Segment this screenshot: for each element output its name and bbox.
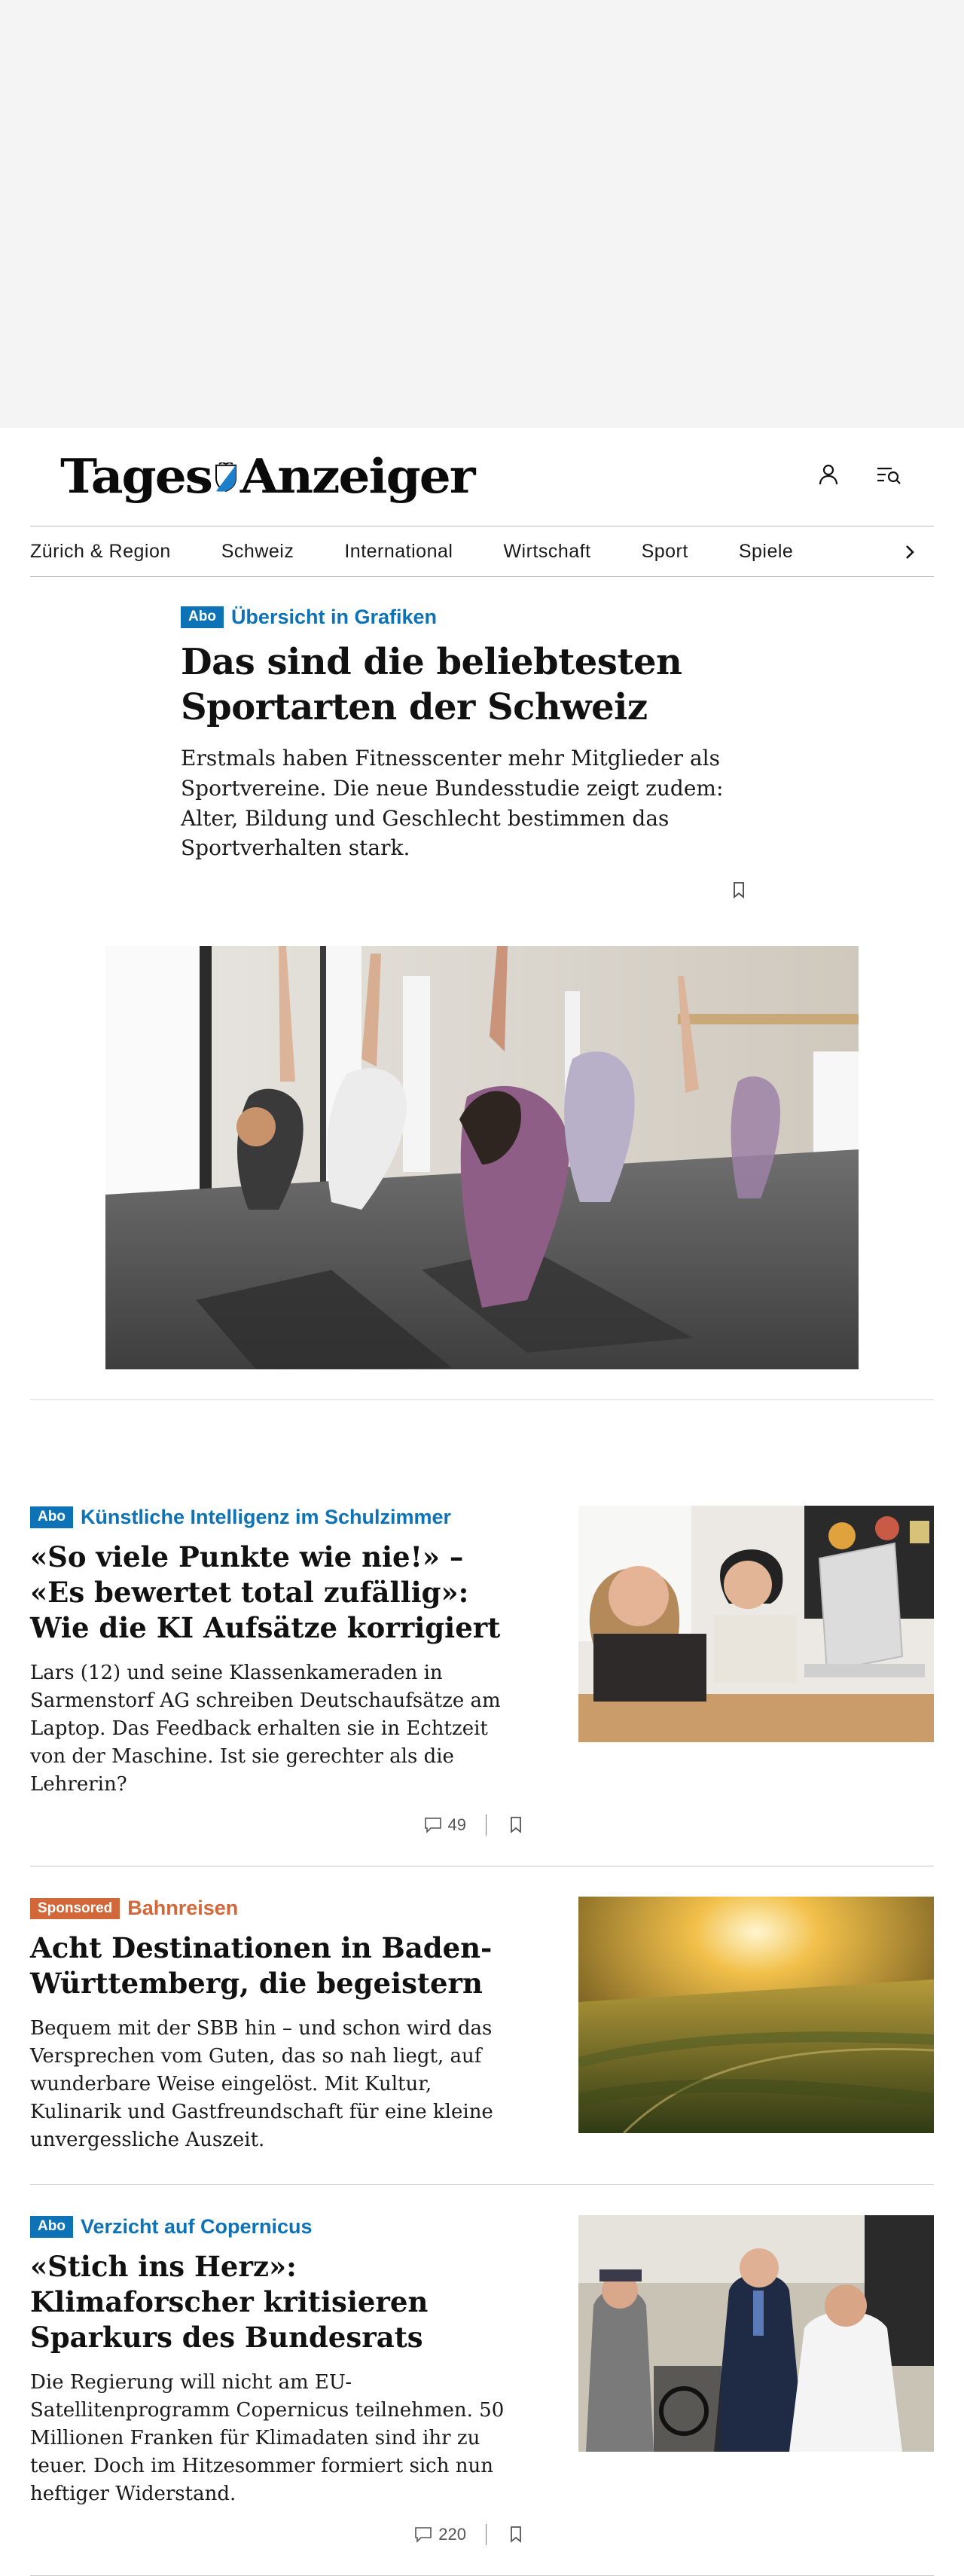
bookmark-icon[interactable]	[732, 881, 746, 899]
chevron-right-icon[interactable]	[899, 542, 920, 563]
user-icon	[816, 462, 840, 487]
bookmark-icon	[509, 1816, 523, 1834]
abo-badge: Abo	[30, 1506, 73, 1528]
comment-icon	[414, 2526, 432, 2543]
teaser-kicker-text: Künstliche Intelligenz im Schulzimmer	[80, 1506, 452, 1528]
search-menu-icon	[875, 462, 902, 487]
menu-search-button[interactable]	[874, 459, 904, 490]
teaser-kicker-text: Verzicht auf Copernicus	[80, 2214, 313, 2238]
meta-separator	[486, 2524, 487, 2545]
teaser-kicker	[30, 1897, 527, 1920]
nav-item-wirtschaft[interactable]: Wirtschaft	[503, 540, 591, 562]
bookmark-icon	[509, 2526, 523, 2544]
comment-icon	[424, 1817, 442, 1833]
abo-badge: Abo	[181, 606, 224, 628]
teaser-title[interactable]: «Stich ins Herz»: Klimaforscher kritisieren Sparkurs des Bundesrats	[30, 2249, 429, 2354]
hero-title[interactable]: Das sind die beliebtesten Sportarten der Schweiz	[181, 641, 682, 728]
teaser-kicker-text: Bahnreisen	[127, 1897, 239, 1920]
teaser-image-politicians[interactable]	[578, 2215, 934, 2452]
teaser-title[interactable]: Acht Destinationen in Baden-Württemberg, die begeistern	[30, 1931, 493, 2001]
teaser-ki-schulzimmer[interactable]	[30, 1506, 934, 1866]
teaser-image-classroom[interactable]	[578, 1506, 934, 1742]
teaser-kicker	[30, 2215, 527, 2239]
teaser-kicker	[30, 1506, 527, 1529]
comments-link[interactable]	[414, 2525, 466, 2544]
site-logo[interactable]	[60, 447, 474, 505]
teaser-lead: Lars (12) und seine Klassenkameraden in Sarmenstorf AG schreiben Deutschaufsätze am Laptop. Das Feedback erhalten sie in Echtzeit von der Maschine. Ist sie gerechter als die Lehrerin?	[30, 1661, 501, 1796]
section-divider	[30, 1399, 934, 1400]
comments-link[interactable]	[424, 1815, 466, 1835]
teaser-image-landscape[interactable]	[578, 1897, 934, 2133]
abo-badge: Abo	[30, 2216, 73, 2238]
account-button[interactable]	[813, 459, 844, 490]
bookmark-button[interactable]	[509, 2526, 523, 2544]
classroom-image	[578, 1506, 934, 1742]
logo-text-right: Anzeiger	[239, 447, 474, 505]
nav-item-sport[interactable]: Sport	[641, 540, 688, 562]
hero-article[interactable]	[181, 577, 768, 908]
comment-count: 220	[438, 2525, 466, 2544]
meta-separator	[486, 1814, 487, 1836]
ad-placeholder	[0, 0, 964, 428]
zurich-crest-icon	[215, 462, 237, 493]
bookmark-button[interactable]	[509, 1816, 523, 1834]
logo-text-left: Tages	[60, 447, 212, 505]
comment-count: 49	[447, 1815, 466, 1835]
sunset-landscape-image	[578, 1897, 934, 2133]
yoga-class-image	[105, 946, 859, 1369]
main-navigation	[30, 526, 934, 577]
nav-item-schweiz[interactable]: Schweiz	[221, 540, 294, 562]
teaser-meta	[30, 2524, 527, 2545]
teaser-title[interactable]: «So viele Punkte wie nie!» – «Es bewertet total zufällig»: Wie die KI Aufsätze korrigiert	[30, 1540, 501, 1644]
teaser-lead: Bequem mit der SBB hin – und schon wird das Versprechen vom Guten, das so nah liegt, auf wunderbare Weise eingelöst. Mit Kultur, Kulinarik und Gastfreundschaft für eine kleine unvergessliche Auszeit.	[30, 2017, 493, 2152]
teaser-meta	[30, 1814, 527, 1836]
nav-item-spiele[interactable]: Spiele	[738, 540, 794, 562]
teaser-lead: Die Regierung will nicht am EU-Satellitenprogramm Copernicus teilnehmen. 50 Millionen Franken für Klimadaten sind ihr zu teuer. Doch im Hitzesommer formiert sich nun heftiger Widerstand.	[30, 2370, 505, 2505]
teaser-copernicus[interactable]	[30, 2185, 934, 2576]
nav-item-zurich-region[interactable]: Zürich & Region	[30, 540, 171, 562]
hero-kicker-text: Übersicht in Grafiken	[230, 606, 438, 628]
teaser-bahnreisen[interactable]	[30, 1866, 934, 2185]
teaser-list	[0, 1506, 964, 2576]
politicians-image	[578, 2215, 934, 2452]
hero-lead: Erstmals haben Fitnesscenter mehr Mitglieder als Sportvereine. Die neue Bundesstudie zeigt zudem: Alter, Bildung und Geschlecht bestimmen das Sportverhalten stark.	[181, 746, 724, 861]
sponsored-badge: Sponsored	[30, 1898, 120, 1920]
hero-image-yoga-class[interactable]	[105, 946, 859, 1369]
nav-item-international[interactable]: International	[344, 540, 453, 562]
hero-kicker	[181, 606, 768, 629]
masthead	[0, 428, 964, 526]
